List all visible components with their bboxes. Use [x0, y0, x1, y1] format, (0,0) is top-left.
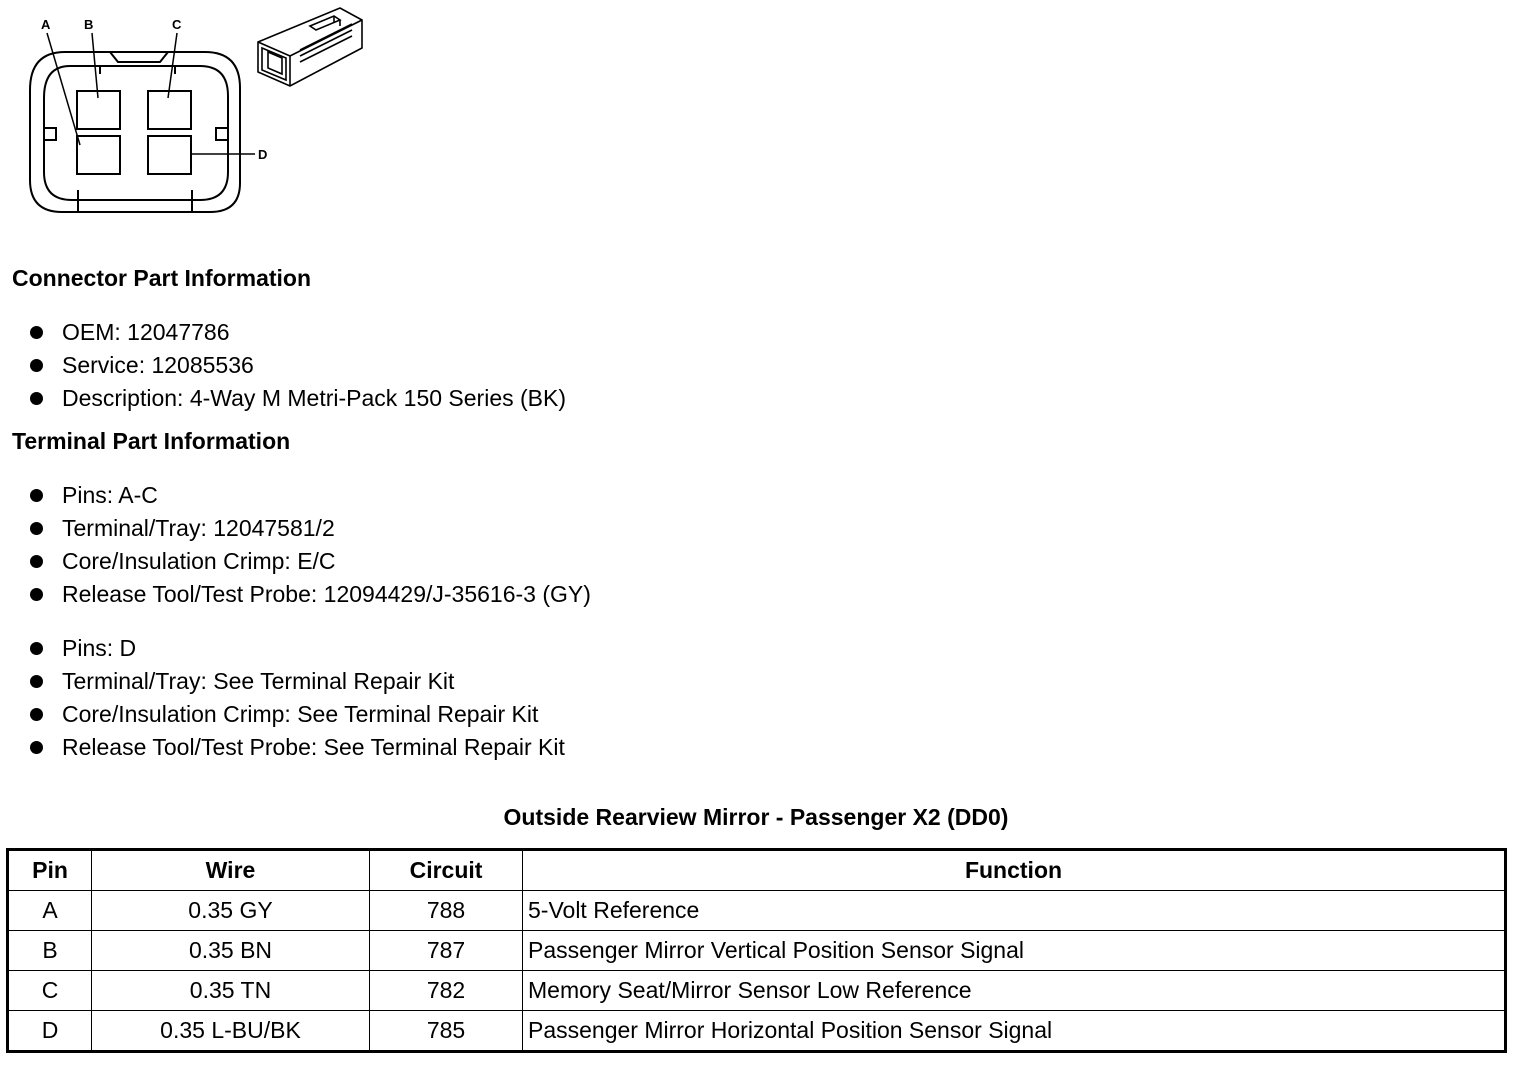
cell-circuit: 785 — [370, 1011, 523, 1052]
terminal-part-list-d — [30, 632, 565, 764]
cell-pin: A — [8, 891, 92, 931]
cell-circuit: 787 — [370, 931, 523, 971]
connector-isometric-view — [258, 8, 362, 86]
column-header-function: Function — [523, 850, 1506, 891]
list-item: Pins: A-C — [30, 479, 591, 512]
connector-diagram — [0, 0, 380, 230]
pin-table — [6, 848, 1507, 1053]
cell-function: Passenger Mirror Horizontal Position Sensor Signal — [523, 1011, 1506, 1052]
list-item: Terminal/Tray: 12047581/2 — [30, 512, 591, 545]
list-item: OEM: 12047786 — [30, 316, 566, 349]
table-row — [8, 1011, 1506, 1052]
terminal-part-list-a-c — [30, 479, 591, 611]
cell-function: Memory Seat/Mirror Sensor Low Reference — [523, 971, 1506, 1011]
list-item: Core/Insulation Crimp: See Terminal Repair Kit — [30, 698, 565, 731]
pin-label-b: B — [84, 17, 94, 32]
column-header-wire: Wire — [92, 850, 370, 891]
list-item: Description: 4-Way M Metri-Pack 150 Series (BK) — [30, 382, 566, 415]
cell-pin: D — [8, 1011, 92, 1052]
cell-wire: 0.35 L-BU/BK — [92, 1011, 370, 1052]
cavity-c — [148, 91, 191, 129]
list-item: Pins: D — [30, 632, 565, 665]
pin-label-d: D — [258, 147, 268, 162]
cell-pin: B — [8, 931, 92, 971]
cell-pin: C — [8, 971, 92, 1011]
list-item: Service: 12085536 — [30, 349, 566, 382]
cell-wire: 0.35 BN — [92, 931, 370, 971]
list-item: Release Tool/Test Probe: See Terminal Repair Kit — [30, 731, 565, 764]
cell-function: 5-Volt Reference — [523, 891, 1506, 931]
table-row — [8, 971, 1506, 1011]
cell-circuit: 782 — [370, 971, 523, 1011]
table-row — [8, 931, 1506, 971]
column-header-circuit: Circuit — [370, 850, 523, 891]
cell-function: Passenger Mirror Vertical Position Sensor Signal — [523, 931, 1506, 971]
cell-wire: 0.35 GY — [92, 891, 370, 931]
connector-latch — [110, 52, 168, 62]
column-header-pin: Pin — [8, 850, 92, 891]
list-item: Terminal/Tray: See Terminal Repair Kit — [30, 665, 565, 698]
list-item: Core/Insulation Crimp: E/C — [30, 545, 591, 578]
connector-housing-outer — [30, 52, 240, 212]
cavity-a — [77, 136, 120, 174]
connector-part-list — [30, 316, 566, 415]
list-item: Release Tool/Test Probe: 12094429/J-35616-3 (GY) — [30, 578, 591, 611]
cavity-d — [148, 136, 191, 174]
table-row — [8, 891, 1506, 931]
connector-housing-inner — [44, 66, 228, 200]
pin-label-c: C — [172, 17, 182, 32]
table-title: Outside Rearview Mirror - Passenger X2 (DD0) — [503, 804, 1009, 830]
pin-label-a: A — [41, 17, 51, 32]
connector-part-heading: Connector Part Information — [12, 265, 312, 291]
terminal-part-heading: Terminal Part Information — [12, 428, 291, 454]
cell-circuit: 788 — [370, 891, 523, 931]
table-header-row — [8, 850, 1506, 891]
cell-wire: 0.35 TN — [92, 971, 370, 1011]
